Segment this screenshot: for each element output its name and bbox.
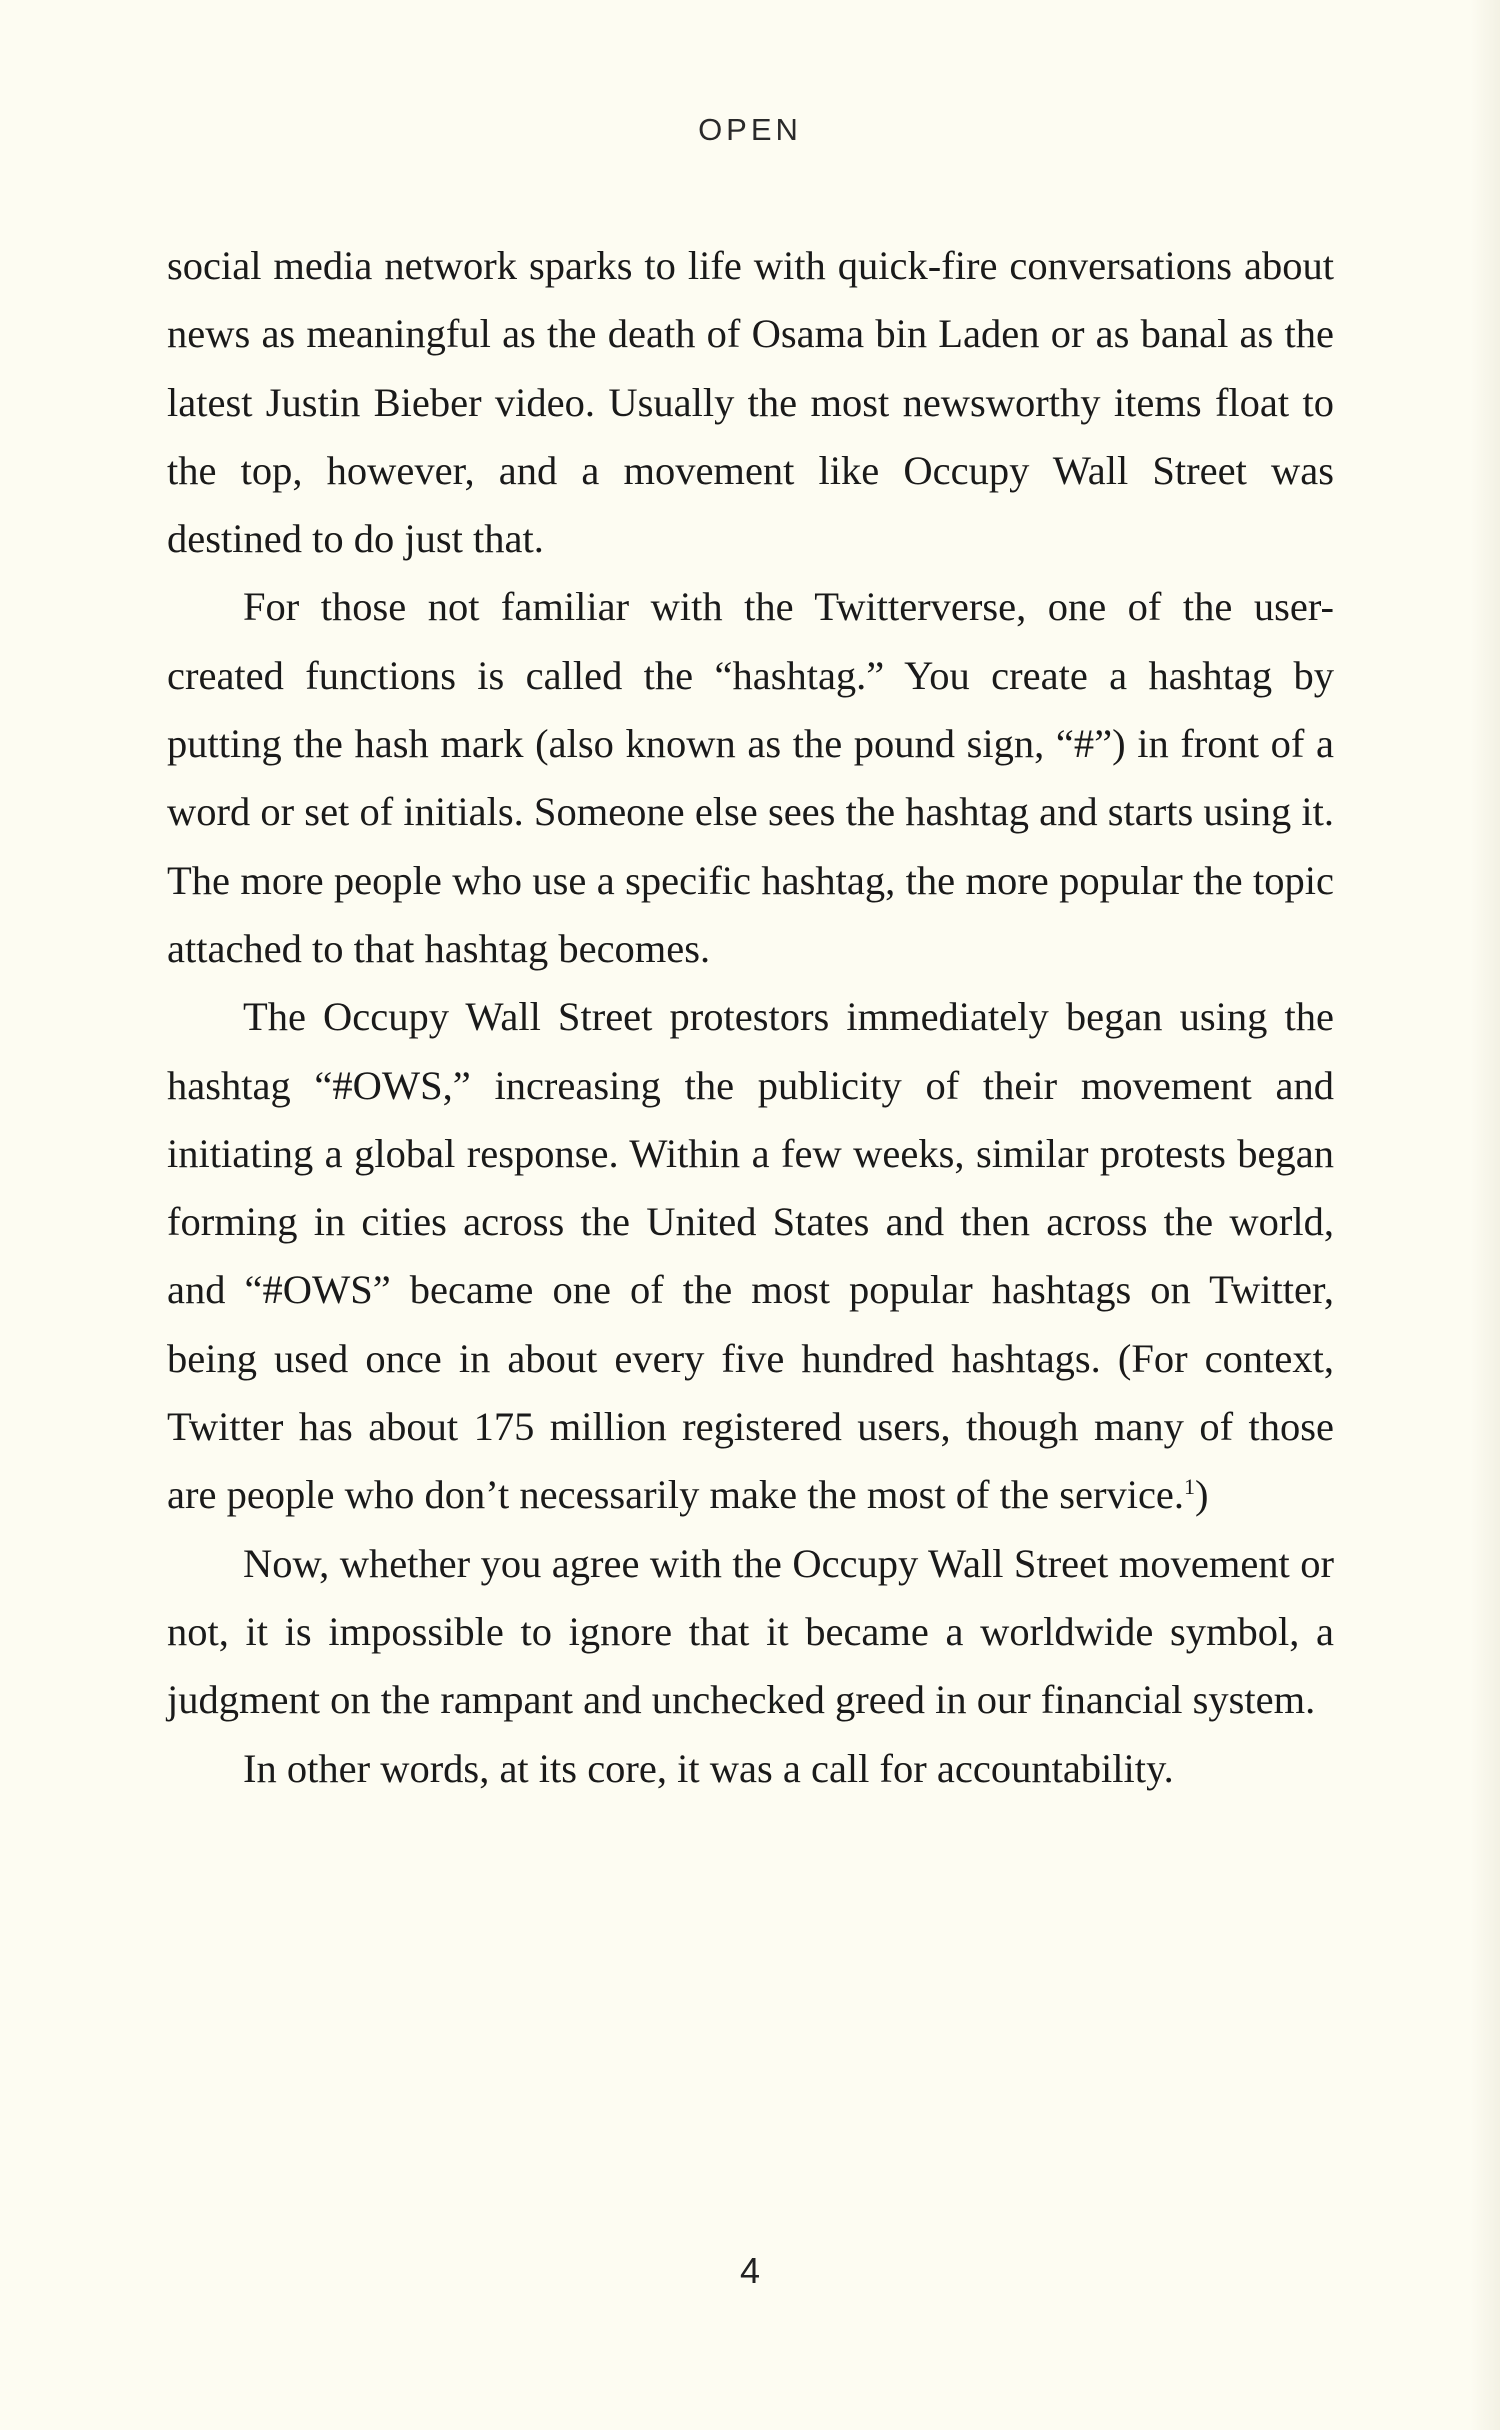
paragraph-3-text: The Occupy Wall Street protestors immediately began using the hashtag “#OWS,” increasing the publicity of their movement and initiating a global response. Within a few weeks, similar protests began forming in cities across the United States and then across the world, and “#OWS” became one of the most popular hashtags on Twitter, being used once in about every five hundred hashtags. (For context, Twitter has about 175 million registered users, though many of those are people who don’t necessarily make the most of the service. bbox=[167, 994, 1334, 1518]
page-edge-shadow bbox=[1470, 0, 1500, 2430]
footnote-marker[interactable]: 1 bbox=[1184, 1474, 1196, 1500]
paragraph-3 bbox=[167, 983, 1334, 1529]
body-text bbox=[167, 232, 1334, 1803]
page-number: 4 bbox=[739, 2250, 761, 2291]
paragraph-2: For those not familiar with the Twitterverse, one of the user-created functions is called the “hashtag.” You create a hashtag by putting the hash mark (also known as the pound sign, “#”) in front of a word or set of initials. Someone else sees the hashtag and starts using it. The more people who use a specific hashtag, the more popular the topic attached to that hashtag becomes. bbox=[167, 584, 1334, 971]
paragraph-3-close: ) bbox=[1195, 1472, 1209, 1518]
paragraph-1: social media network sparks to life with quick-fire conversations about news as meaningful as the death of Osama bin Laden or as banal as the latest Justin Bieber video. Usually the most newsworthy items float to the top, however, and a movement like Occupy Wall Street was destined to do just that. bbox=[167, 243, 1334, 562]
paragraph-4: Now, whether you agree with the Occupy Wall Street movement or not, it is impossible to ignore that it became a worldwide symbol, a judgment on the rampant and unchecked greed in our financial system. bbox=[167, 1540, 1334, 1723]
paragraph-5: In other words, at its core, it was a call for accountability. bbox=[243, 1745, 1174, 1791]
running-head: OPEN bbox=[698, 112, 802, 147]
